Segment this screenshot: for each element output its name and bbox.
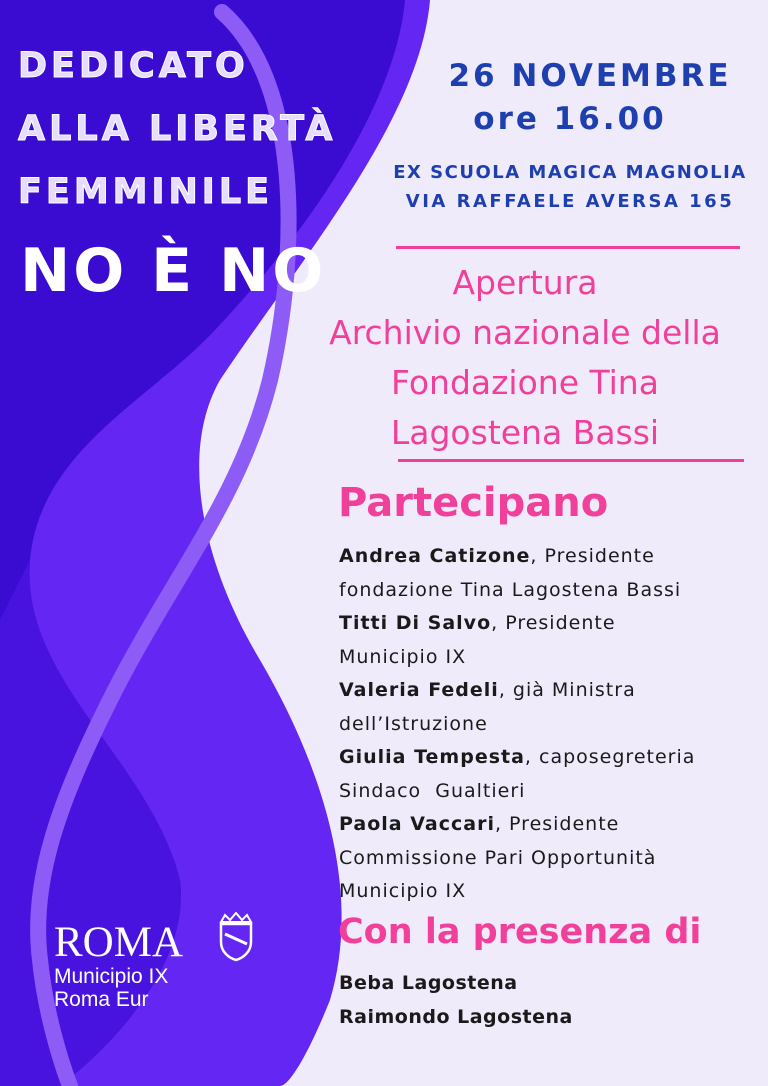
participant-role: , già Ministra xyxy=(498,679,636,701)
participant-name: Andrea Catizone xyxy=(339,545,531,567)
participant-item xyxy=(339,540,695,574)
participants-list xyxy=(339,540,695,909)
participant-name: Giulia Tempesta xyxy=(339,746,525,768)
announcement-line: Apertura xyxy=(452,263,598,302)
headline-line-2: ALLA LIBERTÀ xyxy=(18,109,337,149)
participant-item xyxy=(339,808,695,842)
divider-bottom xyxy=(398,459,744,462)
headline-line-3: FEMMINILE xyxy=(18,172,274,212)
announcement-line: Lagostena Bassi xyxy=(390,413,660,452)
divider-top xyxy=(396,246,740,249)
participant-name: Valeria Fedeli xyxy=(339,679,499,701)
event-time: ore 16.00 xyxy=(473,101,667,137)
guests-list xyxy=(339,966,573,1034)
logo-title: ROMA xyxy=(54,919,184,966)
participants-heading: Partecipano xyxy=(338,480,609,526)
announcement-line: Archivio nazionale della xyxy=(329,313,721,352)
participant-role: , Presidente xyxy=(494,813,620,835)
participant-role-cont: Municipio IX xyxy=(339,880,467,902)
announcement xyxy=(300,258,750,458)
participant-item xyxy=(339,607,695,641)
participant-role: , Presidente xyxy=(491,612,616,634)
event-date: 26 NOVEMBRE xyxy=(448,58,732,94)
slogan: NO È NO xyxy=(20,236,327,306)
participant-item xyxy=(339,674,695,708)
logo-line-2: Roma Eur xyxy=(54,988,149,1011)
guest-name: Beba Lagostena xyxy=(339,972,518,994)
participant-name: Paola Vaccari xyxy=(339,813,495,835)
crest-icon xyxy=(217,912,255,962)
logo-line-1: Municipio IX xyxy=(54,965,169,988)
participant-role-cont: Municipio IX xyxy=(339,645,467,668)
participant-role-cont: fondazione Tina Lagostena Bassi xyxy=(339,578,682,601)
presence-heading: Con la presenza di xyxy=(338,912,702,952)
participant-role-cont: Commissione Pari Opportunità xyxy=(339,846,657,869)
logo-subtitle xyxy=(54,965,168,1011)
participant-name: Titti Di Salvo xyxy=(339,612,492,634)
guest-name: Raimondo Lagostena xyxy=(339,1006,573,1028)
participant-role: , Presidente xyxy=(530,545,655,567)
participant-role-cont: dell’Istruzione xyxy=(339,712,488,735)
event-venue: EX SCUOLA MAGICA MAGNOLIA xyxy=(393,162,747,183)
participant-item xyxy=(339,741,695,775)
participant-role: , caposegreteria xyxy=(524,746,696,768)
event-address: VIA RAFFAELE AVERSA 165 xyxy=(405,191,735,212)
headline-line-1: DEDICATO xyxy=(18,46,249,86)
announcement-line: Fondazione Tina xyxy=(391,363,659,402)
participant-role-cont: Sindaco Gualtieri xyxy=(339,779,526,802)
